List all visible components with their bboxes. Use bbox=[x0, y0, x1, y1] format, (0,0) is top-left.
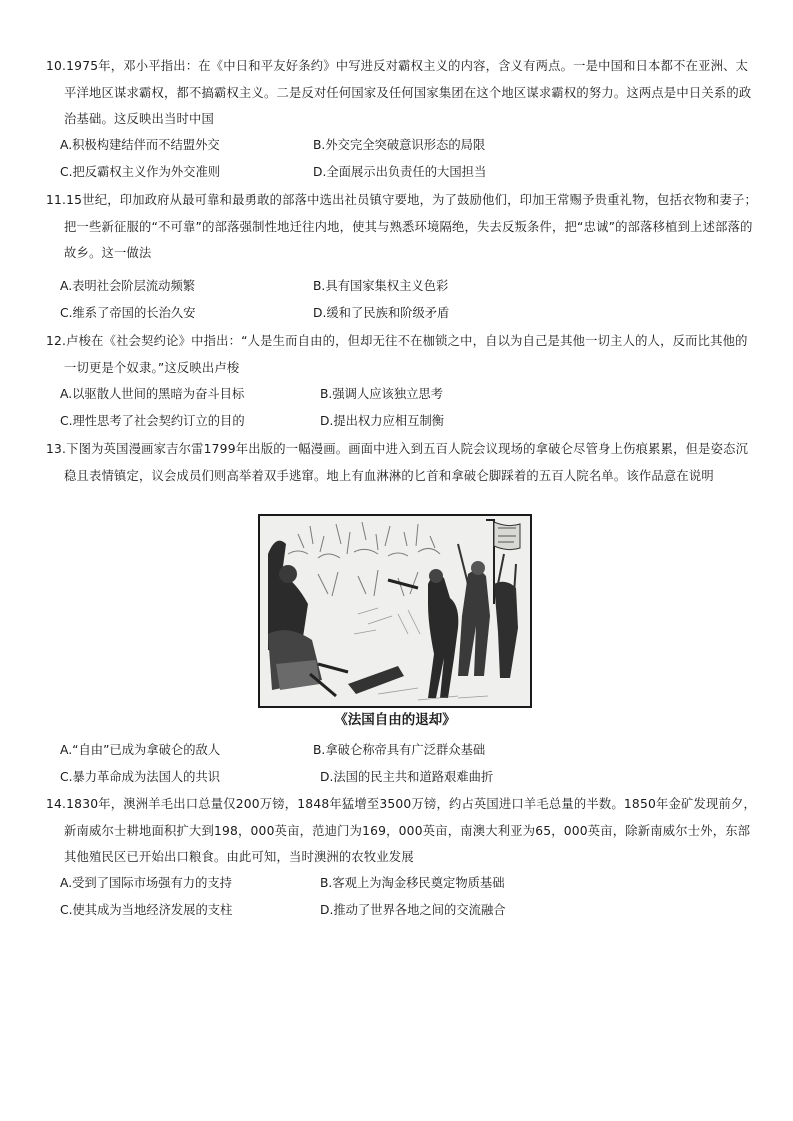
option-d: D.全面展示出负责任的大国担当 bbox=[313, 165, 487, 179]
question-number: 10. bbox=[46, 59, 67, 73]
option-a: A.积极构建结伴而不结盟外交 bbox=[60, 138, 220, 152]
option-d: D.缓和了民族和阶级矛盾 bbox=[313, 306, 450, 320]
option-a: A.以驱散人世间的黑暗为奋斗目标 bbox=[60, 387, 245, 401]
option-c: C.维系了帝国的长治久安 bbox=[60, 306, 196, 320]
question-13-stem bbox=[46, 436, 758, 489]
option-d: D.推动了世界各地之间的交流融合 bbox=[320, 903, 506, 917]
option-b: B.具有国家集权主义色彩 bbox=[313, 279, 449, 293]
option-c: C.把反霸权主义作为外交准则 bbox=[60, 165, 221, 179]
option-b: B.客观上为淘金移民奠定物质基础 bbox=[320, 876, 505, 890]
question-text: 15世纪，印加政府从最可靠和最勇敢的部落中选出社员镇守要地，为了鼓励他们，印加王常赐予贵重礼物，包括衣物和妻子；把一些新征服的“不可靠”的部落强制性地迁往内地，使其与熟悉环境隔绝，失去反叛条件，把“忠诚”的部落移植到上述部落的故乡。这一做法 bbox=[64, 193, 758, 260]
question-number: 12. bbox=[46, 334, 67, 348]
question-number: 14. bbox=[46, 797, 67, 811]
cartoon-image bbox=[258, 514, 532, 708]
question-number: 13. bbox=[46, 442, 67, 456]
option-b: B.强调人应该独立思考 bbox=[320, 387, 444, 401]
figure-caption: 《法国自由的退却》 bbox=[334, 712, 456, 728]
option-b: B.拿破仑称帝具有广泛群众基础 bbox=[313, 743, 486, 757]
option-d: D.提出权力应相互制衡 bbox=[320, 414, 445, 428]
question-text: 下图为英国漫画家吉尔雷1799年出版的一幅漫画。画面中进入到五百人院会议现场的拿破仑尽管身上伤痕累累，但是姿态沉稳且表情镇定，议会成员们则高举着双手逃窜。地上有血淋淋的匕首和拿破仑脚踩着的五百人院名单。该作品意在说明 bbox=[64, 442, 749, 483]
question-12-stem bbox=[46, 328, 758, 381]
option-b: B.外交完全突破意识形态的局限 bbox=[313, 138, 486, 152]
question-number: 11. bbox=[46, 193, 67, 207]
option-a: A.表明社会阶层流动频繁 bbox=[60, 279, 196, 293]
question-text: 卢梭在《社会契约论》中指出：“人是生而自由的，但却无往不在枷锁之中，自以为自己是其他一切主人的人，反而比其他的一切更是个奴隶。”这反映出卢梭 bbox=[64, 334, 748, 375]
option-d: D.法国的民主共和道路艰难曲折 bbox=[320, 770, 494, 784]
option-c: C.暴力革命成为法国人的共识 bbox=[60, 770, 221, 784]
question-11-stem bbox=[46, 187, 758, 267]
question-text: 1975年，邓小平指出：在《中日和平友好条约》中写进反对霸权主义的内容，含义有两点。一是中国和日本都不在亚洲、太平洋地区谋求霸权，都不搞霸权主义。二是反对任何国家及任何国家集团在这个地区谋求霸权的努力。这两点是中日关系的政治基础。这反映出当时中国 bbox=[64, 59, 752, 126]
option-a: A.“自由”已成为拿破仑的敌人 bbox=[60, 743, 221, 757]
question-14-stem bbox=[46, 791, 758, 871]
option-c: C.理性思考了社会契约订立的目的 bbox=[60, 414, 245, 428]
option-a: A.受到了国际市场强有力的支持 bbox=[60, 876, 232, 890]
question-text: 1830年，澳洲羊毛出口总量仅200万镑，1848年猛增至3500万镑，约占英国进口羊毛总量的半数。1850年金矿发现前夕，新南威尔士耕地面积扩大到198，000英亩，范迪门为169，000英亩，南澳大利亚为65，000英亩，除新南威尔士外，东部其他殖民区已开始出口粮食。由此可知，当时澳洲的农牧业发展 bbox=[64, 797, 756, 864]
question-10-stem bbox=[46, 53, 758, 133]
option-c: C.使其成为当地经济发展的支柱 bbox=[60, 903, 233, 917]
